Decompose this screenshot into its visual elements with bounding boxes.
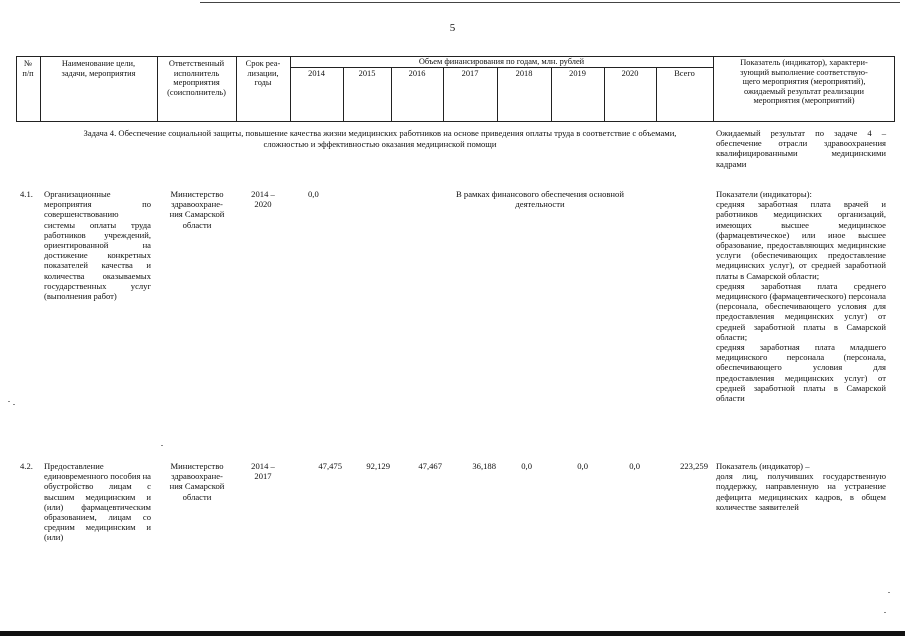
header-year-2016: 2016: [408, 69, 426, 78]
header-num: № п/п: [22, 59, 34, 78]
header-year-2019: 2019: [569, 69, 586, 78]
row-value-total: 223,259: [680, 461, 708, 471]
header-year-2015: 2015: [358, 69, 376, 78]
header-year-2020: 2020: [621, 69, 639, 78]
scan-speck: [884, 612, 886, 613]
scan-speck: [8, 401, 10, 402]
row-name: Предоставление единовременного пособия на обустройство лицам с высшим медицинским и (или) фармацевтическим образованием, лицам со средним медицинским и (или): [44, 461, 151, 543]
task-expected-result: Ожидаемый результат по задаче 4 – обеспечение отрасли здравоохранения квалифицированными медицинскими кадрами: [716, 128, 886, 169]
scan-speck: [888, 592, 890, 593]
row-term: 2014 – 2017: [251, 461, 275, 482]
page-number: 5: [449, 22, 456, 34]
row-value-2018: 0,0: [521, 461, 532, 471]
row-funding-note: В рамках финансового обеспечения основной деятельности: [456, 189, 624, 210]
header-funding: Объем финансирования по годам, млн. рублей: [418, 57, 585, 66]
row-value-2020: 0,0: [629, 461, 640, 471]
row-value-2017: 36,188: [472, 461, 496, 471]
header-indicator: Показатель (индикатор), характери- зующий выполнение соответствую- щего мероприятия (мероприятий), ожидаемый результат реализации мероприятия (мероприятий): [740, 58, 868, 106]
header-year-2017: 2017: [461, 69, 479, 78]
row-num: 4.1.: [20, 189, 33, 199]
header-responsible: Ответственный исполнитель мероприятия (соисполнитель): [167, 59, 226, 97]
page-bottom-edge: [0, 631, 905, 636]
row-value-2019: 0,0: [577, 461, 588, 471]
row-term: 2014 – 2020: [251, 189, 275, 210]
row-value-2014: 0,0: [308, 189, 319, 199]
row-responsible: Министерство здравоохране- ния Самарской области: [169, 189, 225, 230]
row-value-2016: 47,467: [418, 461, 442, 471]
row-value-2014: 47,475: [318, 461, 342, 471]
header-total: Всего: [674, 69, 695, 78]
header-term: Срок реа- лизации, годы: [245, 59, 281, 88]
header-year-2018: 2018: [515, 69, 533, 78]
row-indicator: Показатель (индикатор) – доля лиц, получивших государственную поддержку, направленную на устранение дефицита медицинских кадров, в общем количестве заявителей: [716, 461, 886, 512]
header-year-2014: 2014: [308, 69, 325, 78]
top-rule: [200, 2, 900, 3]
task-title: Задача 4. Обеспечение социальной защиты, повышение качества жизни медицинских работников на основе приведения оплаты труда в соответствие с объемами, сложностью и эффективностью оказания медицинской помощи: [83, 128, 677, 149]
scan-speck: [13, 404, 15, 405]
scan-speck: [161, 445, 163, 446]
row-responsible: Министерство здравоохране- ния Самарской области: [169, 461, 225, 502]
row-value-2015: 92,129: [366, 461, 390, 471]
row-indicator: Показатели (индикаторы): средняя заработная плата врачей и работников медицинских организаций, имеющих высшее медицинское (фармацевтическое) или иное высшее образование, предоставляющих медицинские услуги (обеспечивающих предоставление медицинских услуг), от средней заработной платы в Самарской области; средняя заработная плата среднего медицинского (фармацевтического) персонала (персонала, обеспечивающего условия для предоставления медицинских услуг) от средней заработной платы в Самарской области; средняя заработная плата младшего медицинского персонала (персонала, обеспечивающего условия для предоставления медицинских услуг) от средней заработной платы в Самарской области: [716, 189, 886, 404]
header-name: Наименование цели, задачи, мероприятия: [61, 59, 136, 78]
row-name: Организационные мероприятия по совершенствованию системы оплаты труда работников учреждений, ориентированной на достижение конкретных показателей качества и количества оказываемых государственных услуг (выполнения работ): [44, 189, 151, 302]
row-num: 4.2.: [20, 461, 33, 471]
